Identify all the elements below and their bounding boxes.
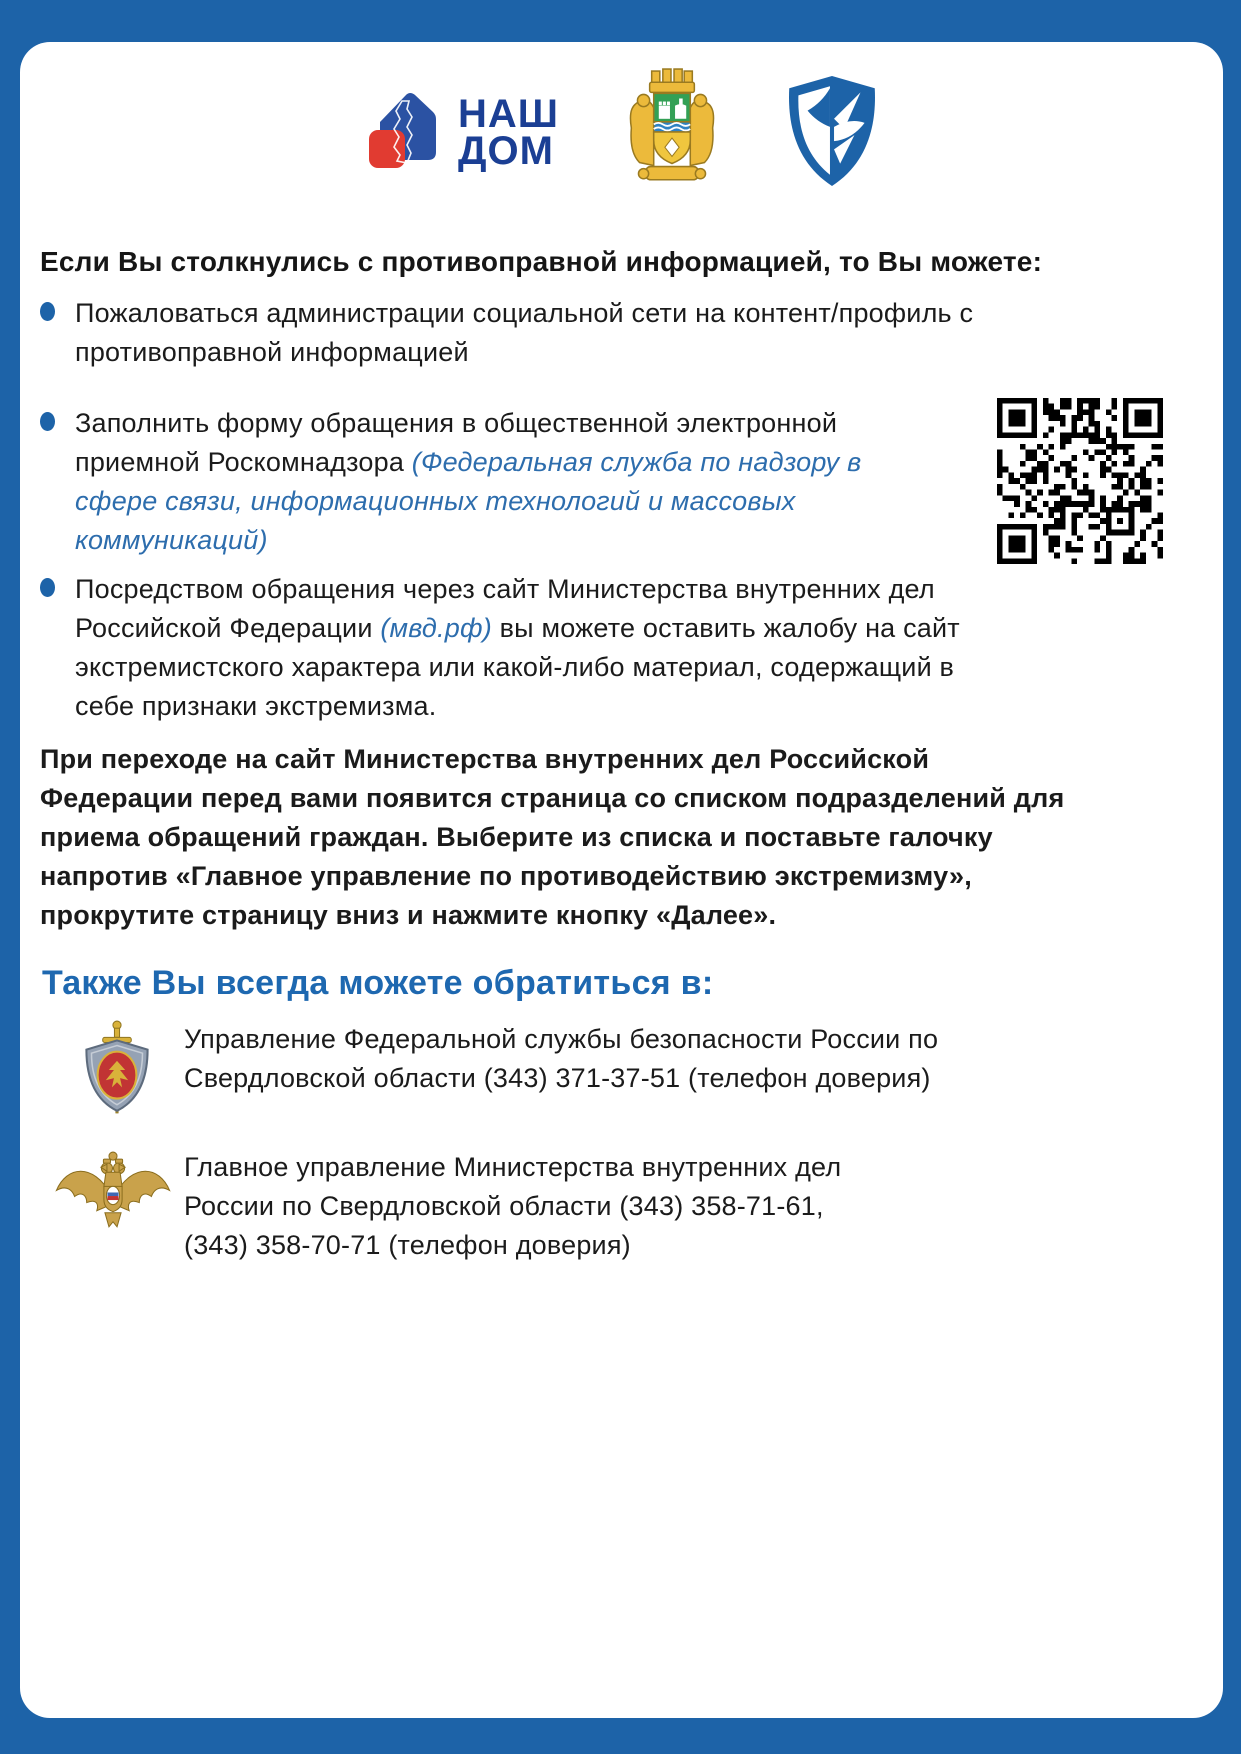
contact-text: Управление Федеральной службы безопасности России по Свердловской области (343) 371-37-51 (телефон доверия) — [184, 1024, 939, 1093]
contact-mvd — [50, 1146, 844, 1265]
nash-dom-wordmark — [458, 92, 559, 173]
bullet-text: Заполнить форму обращения в общественной электронной приемной Роскомнадзора — [75, 408, 838, 477]
qr-code — [997, 398, 1163, 564]
bullet-text: Пожаловаться администрации социальной сети на контент/профиль с противоправной информацией — [75, 298, 974, 367]
nash-dom-word-line1: НАШ — [458, 92, 559, 136]
bullet-accent-text: (Федеральная служба по надзору в сфере связи, информационных технологий и массовых коммуникаций) — [75, 447, 862, 555]
nash-dom-house-icon — [364, 88, 440, 179]
nash-dom-word-line2: ДОМ — [458, 129, 554, 173]
contact-text: Главное управление Министерства внутренних дел России по Свердловской области (343) 358-71-61, (343) 358-70-71 (телефон доверия) — [184, 1152, 842, 1260]
logos-row — [20, 58, 1223, 208]
bullet-item-social — [40, 294, 980, 372]
page-title: Если Вы столкнулись с противоправной информацией, то Вы можете: — [40, 246, 1043, 277]
bullet-dot-icon — [40, 302, 55, 321]
shield-dove-icon — [785, 74, 879, 193]
bullet-accent-text: (мвд.рф) — [380, 613, 492, 643]
yekaterinburg-coat-of-arms — [615, 67, 729, 200]
bullet-dot-icon — [40, 412, 55, 431]
contacts-section-heading: Также Вы всегда можете обратиться в: — [42, 964, 714, 1002]
fsb-emblem — [58, 1018, 176, 1120]
bullet-text: Посредством обращения через сайт Министерства внутренних дел Российской Федерации — [75, 574, 935, 643]
bullet-dot-icon — [40, 578, 55, 597]
bullet-item-mvd-site — [40, 570, 1000, 726]
nash-dom-logo — [364, 88, 559, 179]
content-area — [20, 42, 1223, 1718]
bullet-text: вы можете оставить жалобу на сайт экстремистского характера или какой-либо материал, содержащий в себе признаки экстремизма. — [75, 613, 960, 721]
bullet-item-roskomnadzor — [40, 404, 870, 560]
contact-fsb — [58, 1018, 1014, 1120]
mvd-emblem — [50, 1146, 176, 1242]
instructions-paragraph: При переходе на сайт Министерства внутренних дел Российской Федерации перед вами появится страница со списком подразделений для приема обращений граждан. Выберите из списка и поставьте галочку напротив «Главное управление по противодействию экстремизму», прокрутите страницу вниз и нажмите кнопку «Далее». — [40, 744, 1065, 930]
